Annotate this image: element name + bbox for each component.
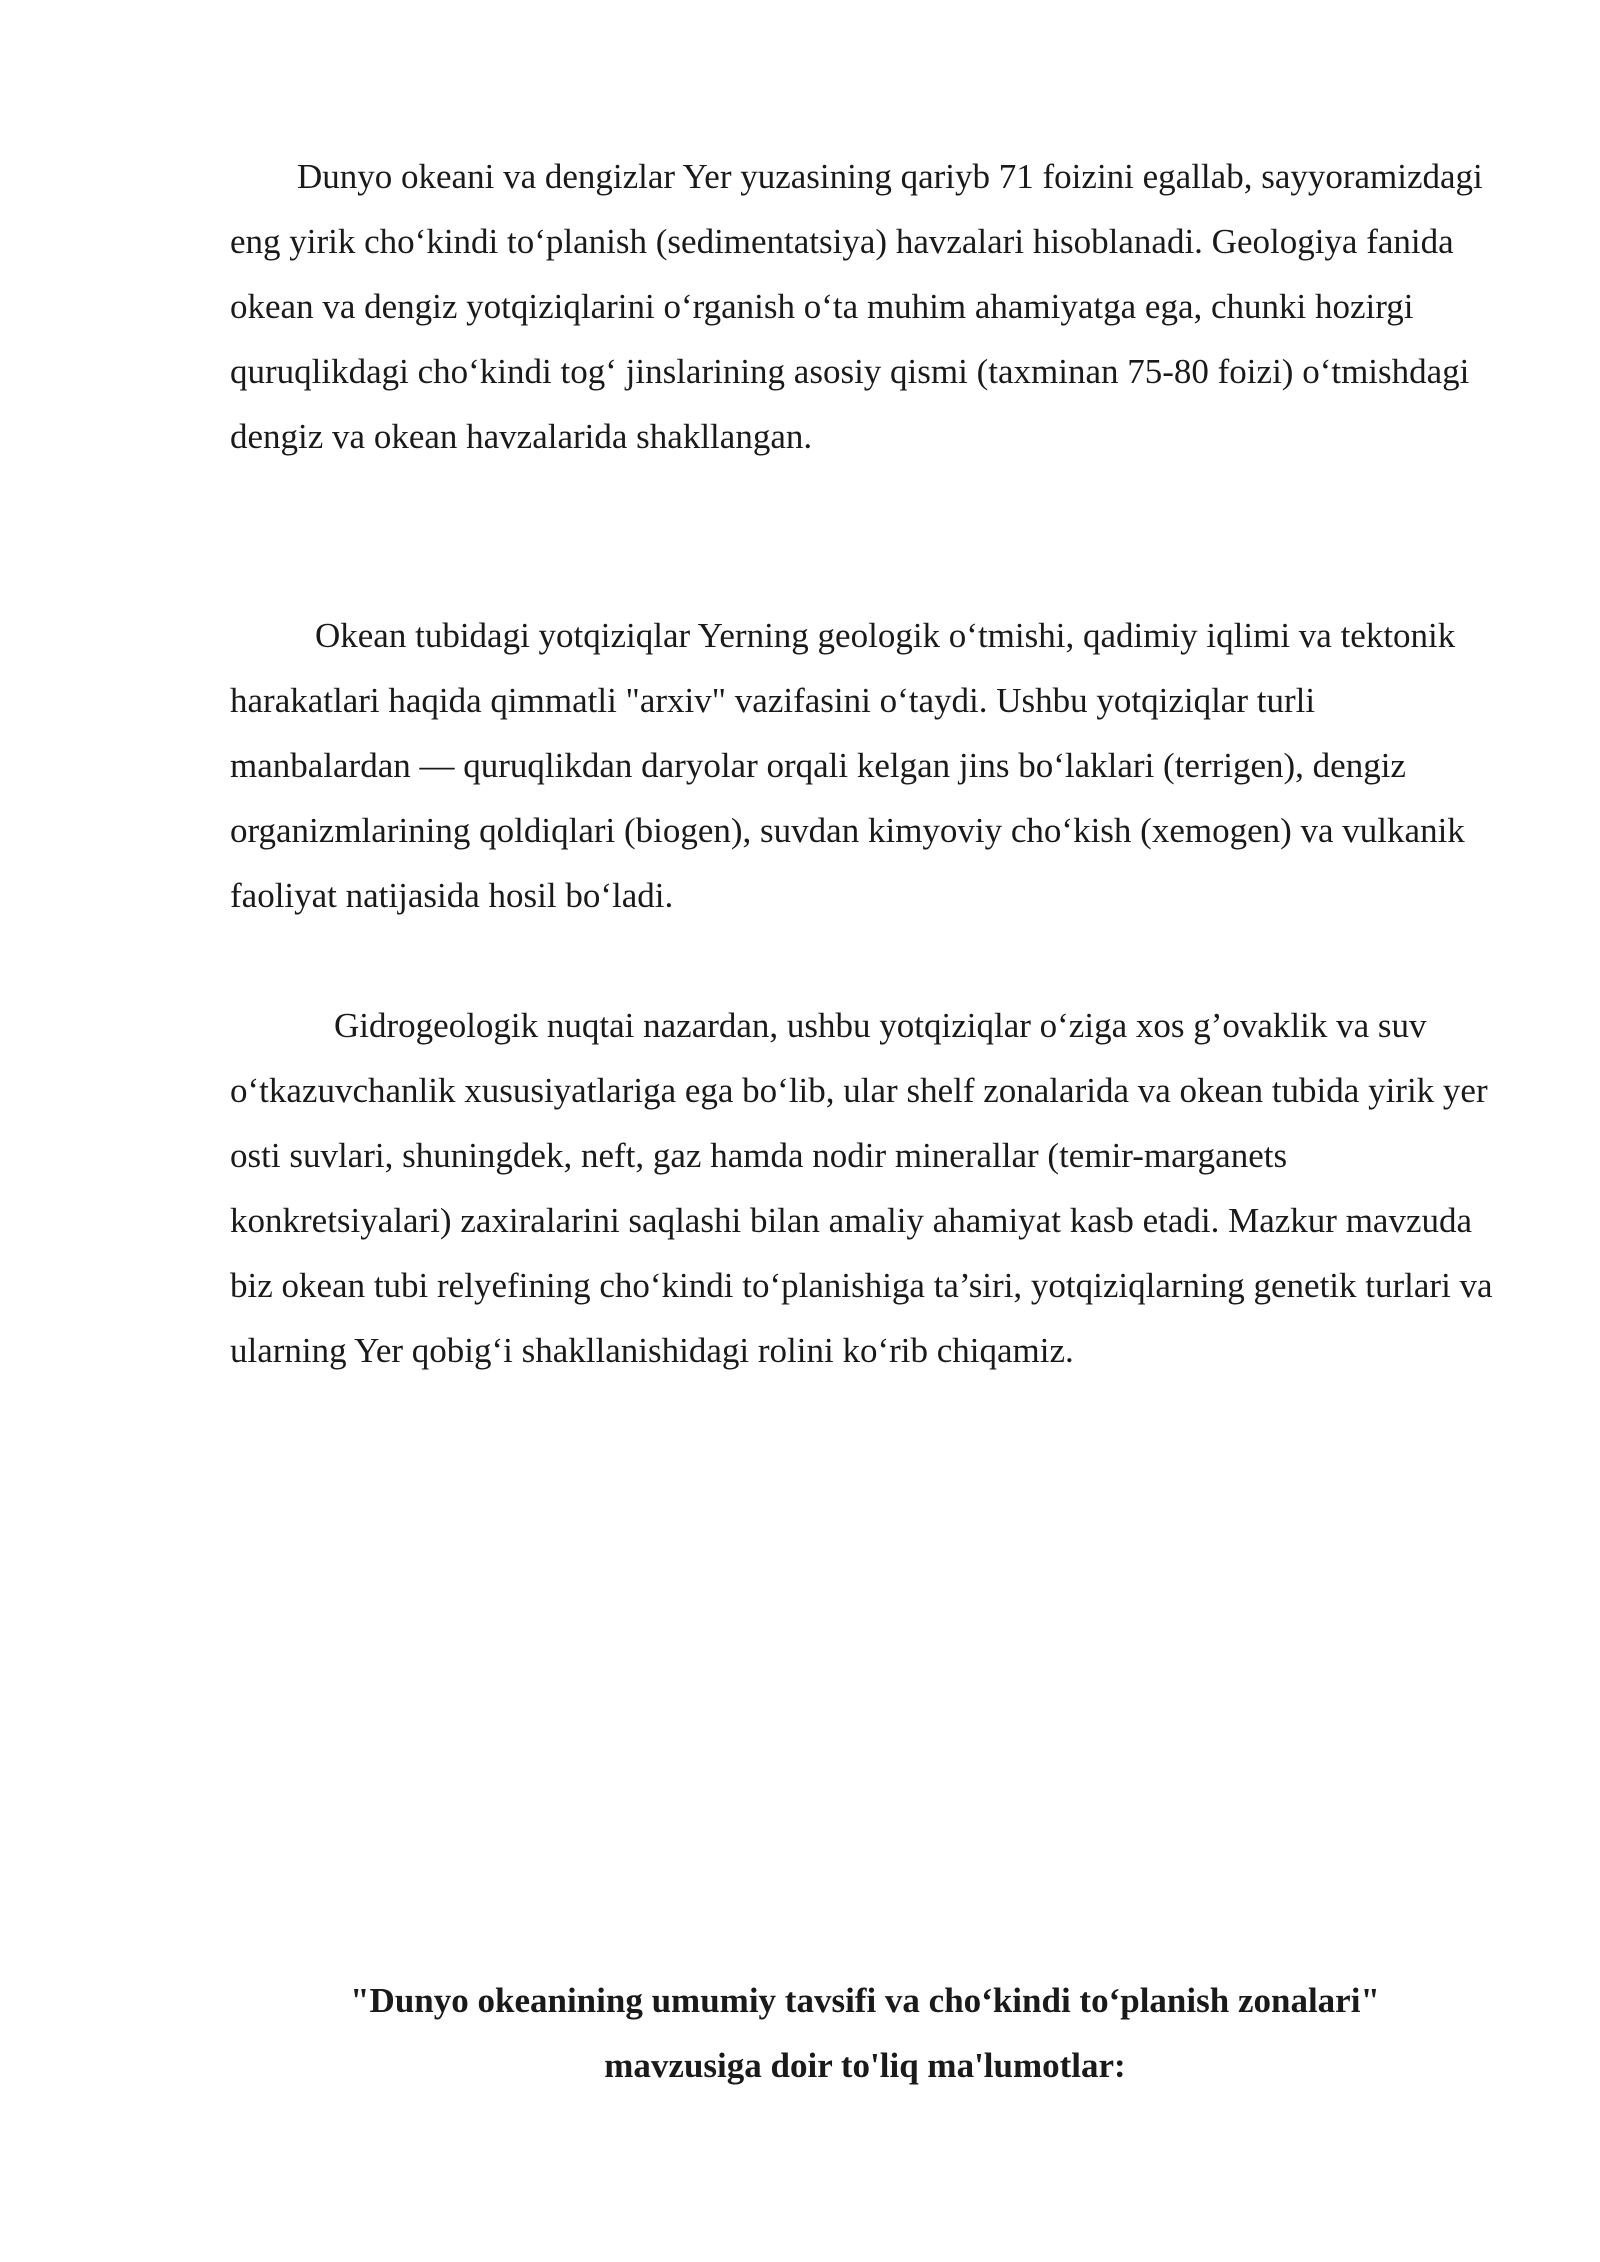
section-heading-line-2: mavzusiga doir to'liq ma'lumotlar: <box>604 2046 1126 2085</box>
hydrogeology-paragraph: Gidrogeologik nuqtai nazardan, ushbu yotqiziqlar o‘ziga xos g’ovaklik va suv o‘tkazuvchanlik xususiyatlariga ega bo‘lib, ular shelf zonalarida va okean tubida yirik yer osti suvlari, shuningdek, neft, gaz hamda nodir minerallar (temir-marganets konkretsiyalari) zaxiralarini saqlashi bilan amaliy ahamiyat kasb etadi. Mazkur mavzuda biz okean tubi relyefining cho‘kindi to‘planishiga ta’siri, yotqiziqlarning genetik turlari va ularning Yer qobig‘i shakllanishidagi rolini ko‘rib chiqamiz. <box>230 1006 1493 1370</box>
sediments-archive-paragraph: Okean tubidagi yotqiziqlar Yerning geologik o‘tmishi, qadimiy iqlimi va tektonik harakatlari haqida qimmatli "arxiv" vazifasini o‘taydi. Ushbu yotqiziqlar turli manbalardan — quruqlikdan daryolar orqali kelgan jins bo‘laklari (terrigen), dengiz organizmlarining qoldiqlari (biogen), suvdan kimyoviy cho‘kish (xemogen) va vulkanik faoliyat natijasida hosil bo‘ladi. <box>230 616 1465 915</box>
section-heading-line-1: "Dunyo okeanining umumiy tavsifi va cho‘kindi to‘planish zonalari" <box>350 1981 1380 2020</box>
intro-paragraph: Dunyo okeani va dengizlar Yer yuzasining qariyb 71 foizini egallab, sayyoramizdagi eng yirik cho‘kindi to‘planish (sedimentatsiya) havzalari hisoblanadi. Geologiya fanida okean va dengiz yotqiziqlarini o‘rganish o‘ta muhim ahamiyatga ega, chunki hozirgi quruqlikdagi cho‘kindi tog‘ jinslarining asosiy qismi (taxminan 75-80 foizi) o‘tmishdagi dengiz va okean havzalarida shakllangan. <box>230 157 1483 456</box>
section-heading <box>230 1968 1500 2098</box>
